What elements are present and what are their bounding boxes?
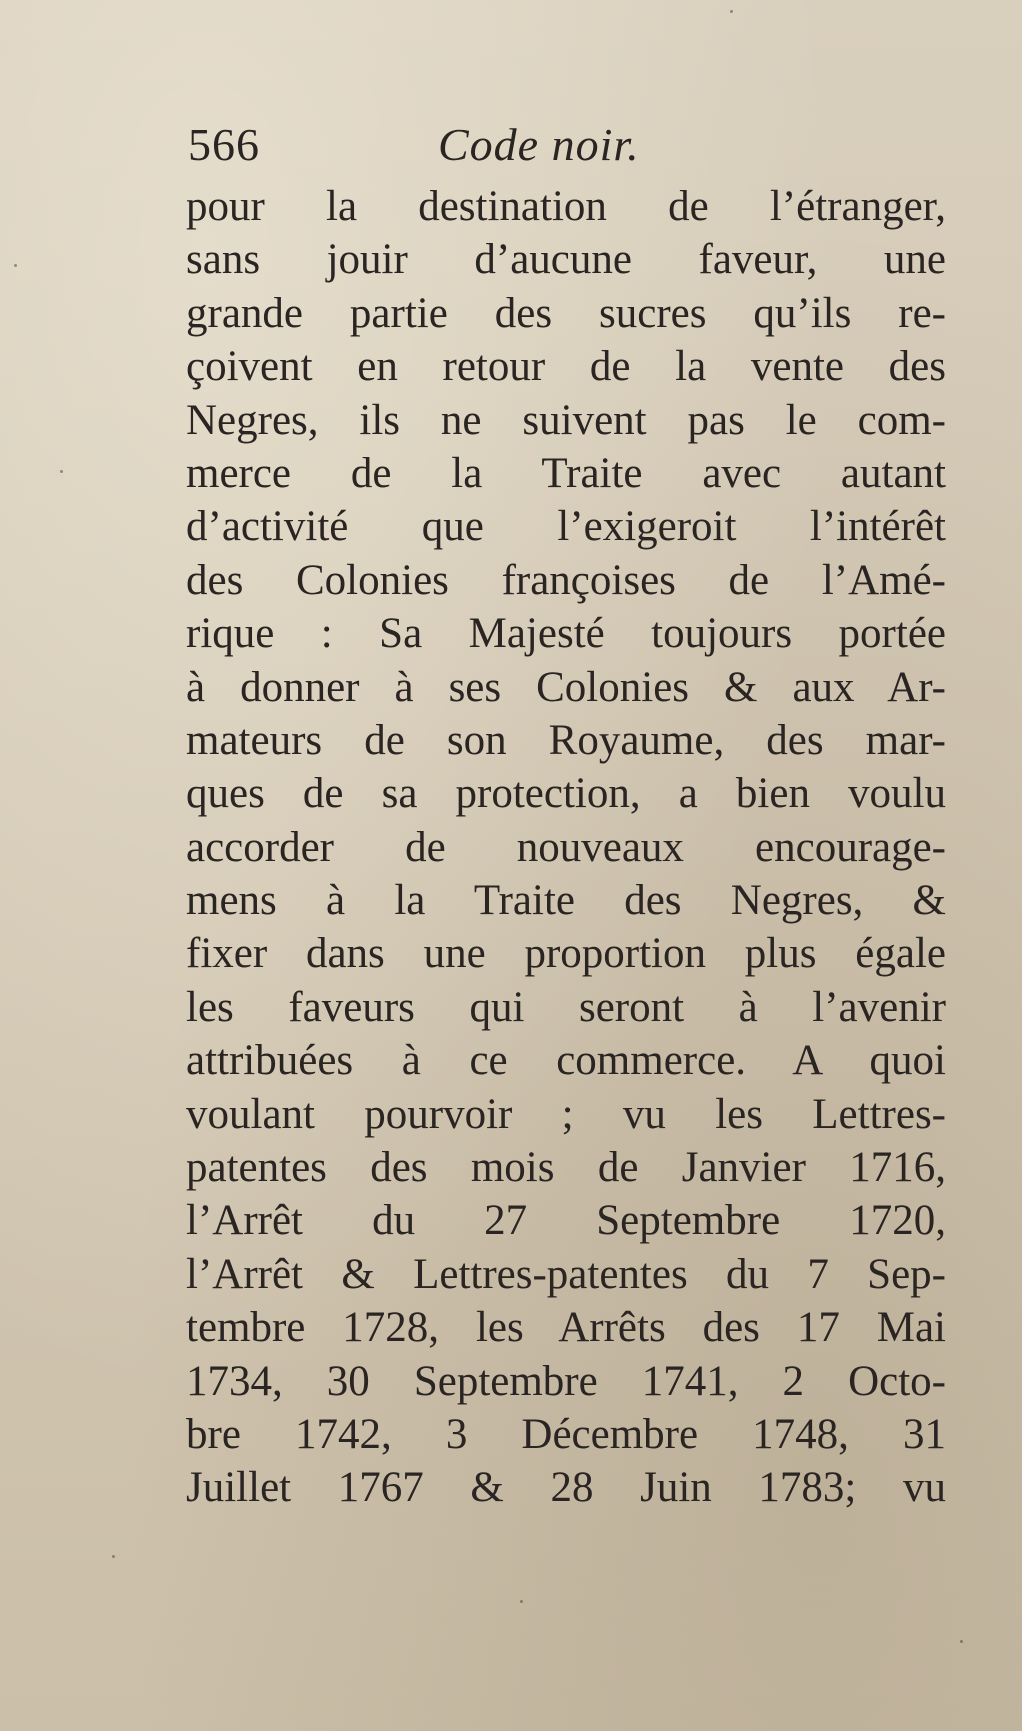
paper-speck	[14, 264, 17, 267]
paper-speck	[112, 1555, 115, 1558]
text-line: tembre 1728, les Arrêts des 17 Mai	[186, 1304, 946, 1352]
paper-speck	[60, 470, 63, 473]
paper-speck	[520, 1600, 523, 1603]
text-line: voulant pourvoir ; vu les Lettres-	[186, 1090, 946, 1138]
text-line: Negres, ils ne suivent pas le com-	[186, 396, 946, 444]
text-line: grande partie des sucres qu’ils re-	[186, 289, 946, 337]
text-line: merce de la Traite avec autant	[186, 449, 946, 497]
text-line: fixer dans une proportion plus égale	[186, 930, 946, 978]
text-line: à donner à ses Colonies & aux Ar-	[186, 663, 946, 711]
text-line: d’activité que l’exigeroit l’intérêt	[186, 503, 946, 551]
text-line: rique : Sa Majesté toujours portée	[186, 610, 946, 658]
text-line: accorder de nouveaux encourage-	[186, 823, 946, 871]
page-header	[188, 118, 968, 188]
text-line: les faveurs qui seront à l’avenir	[186, 983, 946, 1031]
paper-speck	[730, 10, 733, 13]
text-line: attribuées à ce commerce. A quoi	[186, 1037, 946, 1085]
body-text	[186, 180, 946, 1515]
text-line: l’Arrêt du 27 Septembre 1720,	[186, 1197, 946, 1245]
text-line: pour la destination de l’étranger,	[186, 183, 946, 230]
text-line: l’Arrêt & Lettres-patentes du 7 Sep-	[186, 1250, 946, 1298]
text-line: mateurs de son Royaume, des mar-	[186, 716, 946, 764]
text-line: çoivent en retour de la vente des	[186, 343, 946, 391]
text-line: ques de sa protection, a bien voulu	[186, 770, 946, 818]
text-line: mens à la Traite des Negres, &	[186, 877, 946, 925]
text-line: sans jouir d’aucune faveur, une	[186, 236, 946, 284]
text-line: Juillet 1767 & 28 Juin 1783; vu	[186, 1464, 946, 1512]
paper-speck	[960, 1640, 963, 1643]
text-line: bre 1742, 3 Décembre 1748, 31	[186, 1410, 946, 1458]
text-line: 1734, 30 Septembre 1741, 2 Octo-	[186, 1357, 946, 1405]
text-line: patentes des mois de Janvier 1716,	[186, 1144, 946, 1192]
text-line: des Colonies françoises de l’Amé-	[186, 556, 946, 604]
page-number: 566	[188, 119, 260, 170]
running-title: Code noir.	[438, 119, 640, 170]
